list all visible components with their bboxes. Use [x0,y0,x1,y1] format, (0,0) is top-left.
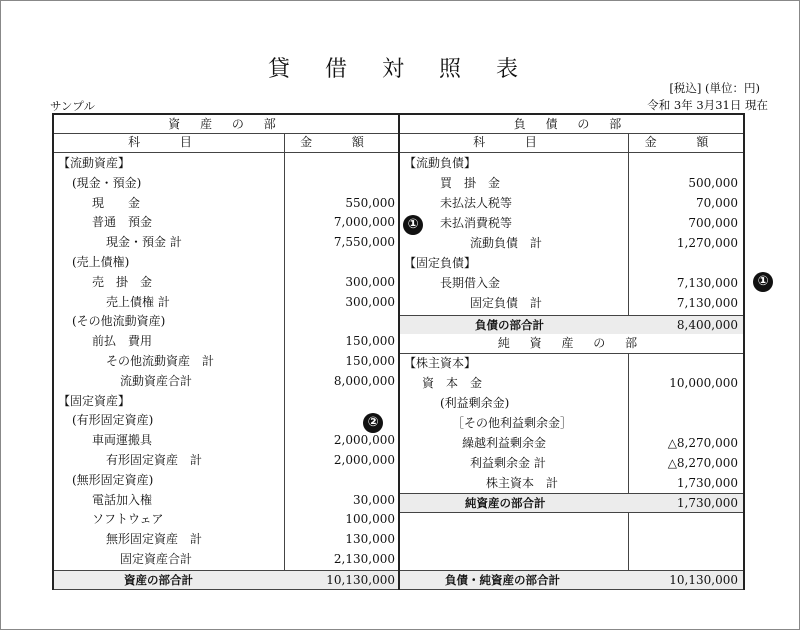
net-assets-row-label: 資 本 金 [422,376,483,390]
net-assets-row-label: ［その他利益剰余金］ [452,416,573,430]
assets-row [54,430,398,450]
assets-row-label: (有形固定資産) [72,413,154,428]
liabilities-row-amount: 700,000 [688,216,738,230]
assets-row-label: (無形固定資産) [72,472,154,487]
assets-row [54,331,398,351]
net-assets-row-amount: 1,730,000 [676,476,738,490]
assets-row-label: 現金・預金 計 [106,235,182,250]
net-assets-row [400,393,743,413]
assets-row-label: その他流動資産 計 [106,354,215,368]
assets-row-amount: 150,000 [345,334,395,349]
assets-row [54,529,398,549]
grand-total-row [400,570,743,590]
liabilities-row-label: 長期借入金 [440,276,501,290]
assets-row-label: ソフトウェア [92,512,164,527]
assets-row [54,311,398,331]
liabilities-row-amount: 7,130,000 [676,296,738,310]
assets-row-label: (売上債権) [72,255,130,269]
assets-col-item: 科 目 [128,135,210,149]
grand-total-label: 負債・純資産の部合計 [445,573,560,587]
net-assets-row-label: (利益剰余金) [440,396,510,410]
balance-sheet-table [52,113,745,590]
net-assets-section-title: 純 資 産 の 部 [400,334,743,354]
circled-number-2-marker: ② [363,413,383,433]
assets-row-label: 固定資産合計 [120,552,193,566]
assets-row [54,450,398,470]
unit-note: [税込] (単位：円) [669,81,760,95]
assets-row-amount: 30,000 [353,492,395,507]
liabilities-total-amount: 8,400,000 [676,318,738,332]
liabilities-row [400,153,743,173]
assets-row-amount: 100,000 [345,512,395,527]
net-assets-row [400,453,743,473]
assets-row-label: 電話加入権 [92,492,153,507]
liabilities-column-header [400,133,743,153]
assets-total-row [54,570,398,590]
assets-row-amount: 2,000,000 [333,433,395,448]
assets-row [54,391,398,411]
liabilities-col-amount: 金 額 [644,135,727,149]
net-assets-row [400,473,743,493]
assets-row-label: (現金・預金) [72,175,142,190]
liabilities-row-label: 【流動負債】 [404,156,477,170]
assets-row-label: 普通 預金 [92,215,153,230]
liabilities-row-label: 未払消費税等 [440,216,513,230]
liabilities-row [400,253,743,273]
liabilities-row [400,193,743,213]
liabilities-row [400,273,743,293]
net-assets-row-amount: 10,000,000 [669,376,738,390]
assets-row-amount: 8,000,000 [333,373,395,388]
assets-row [54,193,398,213]
liabilities-row [400,293,743,313]
liabilities-row-label: 【固定負債】 [404,256,477,270]
assets-column-header [54,133,398,153]
assets-row-label: 流動資産合計 [120,373,193,388]
liabilities-total-label: 負債の部合計 [475,318,544,332]
liabilities-row-amount: 1,270,000 [676,236,738,250]
net-assets-row [400,373,743,393]
assets-row-label: 無形固定資産 計 [106,532,203,547]
liabilities-row-amount: 500,000 [688,176,738,190]
assets-row [54,153,398,173]
liabilities-row-label: 流動負債 計 [470,236,543,250]
net-assets-total-row [400,493,743,513]
circled-number-1-marker-right: ① [753,272,773,292]
liabilities-row-label: 未払法人税等 [440,196,513,210]
net-assets-row-label: 利益剰余金 計 [470,456,546,470]
liabilities-row [400,213,743,233]
net-assets-row [400,433,743,453]
assets-row [54,410,398,430]
assets-row [54,549,398,569]
liabilities-row-amount: 7,130,000 [676,276,738,290]
net-assets-row-label: 繰越利益剰余金 [462,436,547,450]
liabilities-row [400,173,743,193]
assets-row [54,252,398,272]
document-title: 貸 借 対 照 表 [268,57,532,82]
assets-row-label: 現 金 [92,195,141,210]
assets-row-label: 【流動資産】 [58,156,131,170]
assets-row-label: 前払 費用 [92,334,153,349]
assets-row [54,272,398,292]
assets-row-amount: 7,550,000 [333,235,395,250]
net-assets-row [400,353,743,373]
assets-row [54,212,398,232]
assets-row-label: 売上債権 計 [106,294,170,309]
assets-row-label: 車両運搬具 [92,433,153,448]
assets-row-amount: 300,000 [345,274,395,289]
assets-row [54,490,398,510]
date-label: 令和 3年 3月31日 現在 [647,98,768,112]
assets-row-label: 【固定資産】 [58,393,131,408]
assets-row-amount: 7,000,000 [333,215,395,230]
assets-row [54,470,398,490]
liabilities-side [400,115,743,588]
liabilities-row-label: 買 掛 金 [440,176,501,190]
assets-row-amount: 150,000 [345,354,395,368]
assets-section-title: 資 産 の 部 [54,115,398,134]
net-assets-row-label: 株主資本 計 [486,476,559,490]
assets-row-label: 有形固定資産 計 [106,453,203,467]
assets-row-amount: 300,000 [345,294,395,309]
assets-side [54,115,400,588]
assets-row-label: 売 掛 金 [92,274,153,289]
liabilities-row-label: 固定負債 計 [470,296,543,310]
net-assets-total-label: 純資産の部合計 [465,496,546,510]
assets-row [54,232,398,252]
net-assets-row-label: 【株主資本】 [404,356,477,370]
net-assets-row-amount: △8,270,000 [667,456,738,470]
assets-row [54,509,398,529]
net-assets-row-amount: △8,270,000 [667,436,738,450]
assets-total-amount: 10,130,000 [326,573,395,587]
net-assets-row [400,413,743,433]
net-assets-total-amount: 1,730,000 [676,496,738,510]
assets-total-label: 資産の部合計 [124,573,193,587]
assets-row [54,173,398,193]
liabilities-col-item: 科 目 [473,135,555,149]
grand-total-amount: 10,130,000 [669,573,738,587]
assets-row-amount: 130,000 [345,532,395,547]
assets-row [54,351,398,371]
sample-label: サンプル [50,99,95,113]
liabilities-row-amount: 70,000 [696,196,738,210]
liabilities-row [400,233,743,253]
assets-row-label: (その他流動資産) [72,314,166,329]
assets-row-amount: 2,130,000 [333,552,395,566]
liabilities-section-title: 負 債 の 部 [400,115,743,134]
assets-row [54,371,398,391]
assets-row-amount: 550,000 [345,195,395,210]
assets-row-amount: 2,000,000 [333,453,395,467]
liabilities-total-row [400,315,743,335]
circled-number-1-marker: ① [403,215,423,235]
assets-col-amount: 金 額 [300,135,382,149]
assets-row [54,292,398,312]
